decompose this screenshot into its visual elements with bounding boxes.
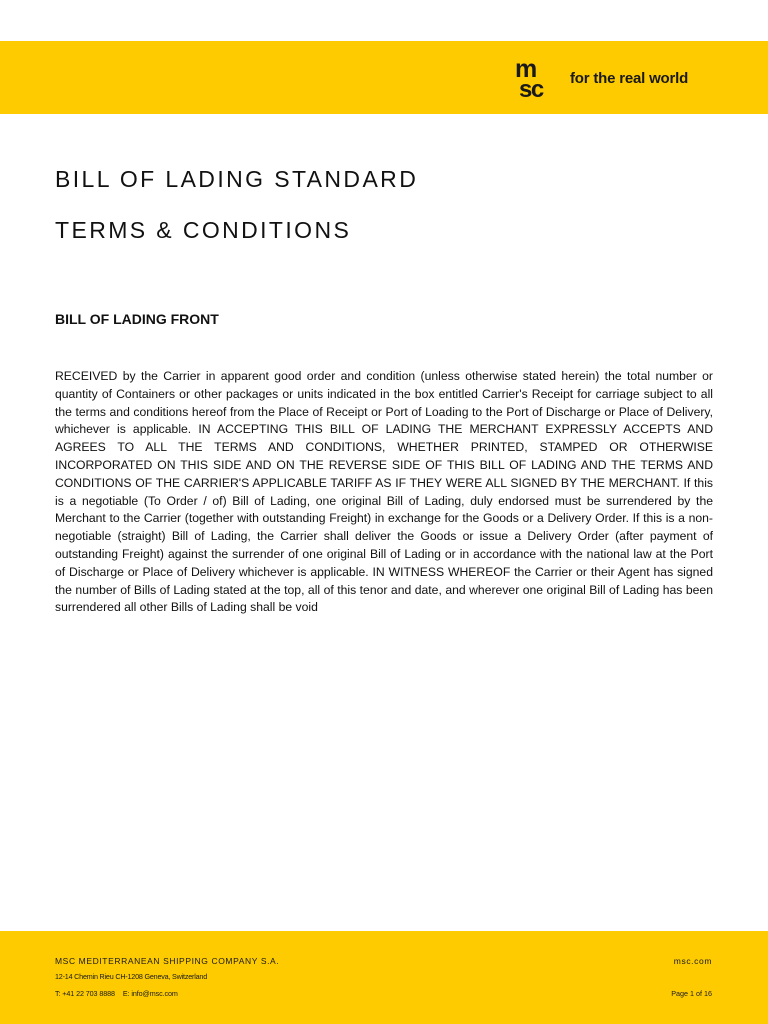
footer-address: 12-14 Chemin Rieu CH-1208 Geneva, Switzerland — [55, 972, 208, 981]
document-title-line-1: BILL OF LADING STANDARD — [55, 166, 419, 192]
brand-tagline: for the real world — [570, 69, 689, 87]
footer-email: E: info@msc.com — [122, 989, 178, 998]
svg-text:sc: sc — [519, 76, 543, 100]
footer-phone: T: +41 22 703 8888 — [55, 989, 115, 998]
footer-contact — [55, 989, 178, 998]
brand — [512, 55, 688, 101]
document-title-line-2: TERMS & CONDITIONS — [55, 217, 352, 243]
footer-page-number: Page 1 of 16 — [671, 989, 712, 998]
footer-band — [0, 931, 768, 1024]
footer-company-name: MSC MEDITERRANEAN SHIPPING COMPANY S.A. — [55, 956, 280, 966]
body-paragraph: RECEIVED by the Carrier in apparent good order and condition (unless otherwise stated herein) the total number or quantity of Containers or other packages or units indicated in the box entitled Carrier's Receipt for carriage subject to all the terms and conditions hereof from the Place of Receipt or Port of Loading to the Port of Discharge or Place of Delivery, whichever is applicable. IN ACCEPTING THIS BILL OF LADING THE MERCHANT EXPRESSLY ACCEPTS AND AGREES TO ALL THE TERMS AND CONDITIONS, WHETHER PRINTED, STAMPED OR OTHERWISE INCORPORATED ON THIS SIDE AND ON THE REVERSE SIDE OF THIS BILL OF LADING AND THE TERMS AND CONDITIONS OF THE CARRIER'S APPLICABLE TARIFF AS IF THEY WERE ALL SIGNED BY THE MERCHANT. If this is a negotiable (To Order / of) Bill of Lading, one original Bill of Lading, duly endorsed must be surrendered by the Merchant to the Carrier (together with outstanding Freight) in exchange for the Goods or a Delivery Order. If this is a non-negotiable (straight) Bill of Lading, the Carrier shall deliver the Goods or issue a Delivery Order (after payment of outstanding Freight) against the surrender of one original Bill of Lading or in accordance with the national law at the Port of Discharge or Place of Delivery whichever is applicable. IN WITNESS WHEREOF the Carrier or their Agent has signed the number of Bills of Lading stated at the top, all of this tenor and date, and wherever one original Bill of Lading has been surrendered all other Bills of Lading shall be void — [55, 369, 713, 615]
header-band — [0, 41, 768, 114]
msc-logo-icon — [512, 56, 554, 100]
footer-website-link[interactable]: msc.com — [673, 956, 712, 966]
section-heading: BILL OF LADING FRONT — [55, 311, 219, 327]
svg-text:m: m — [515, 56, 536, 83]
